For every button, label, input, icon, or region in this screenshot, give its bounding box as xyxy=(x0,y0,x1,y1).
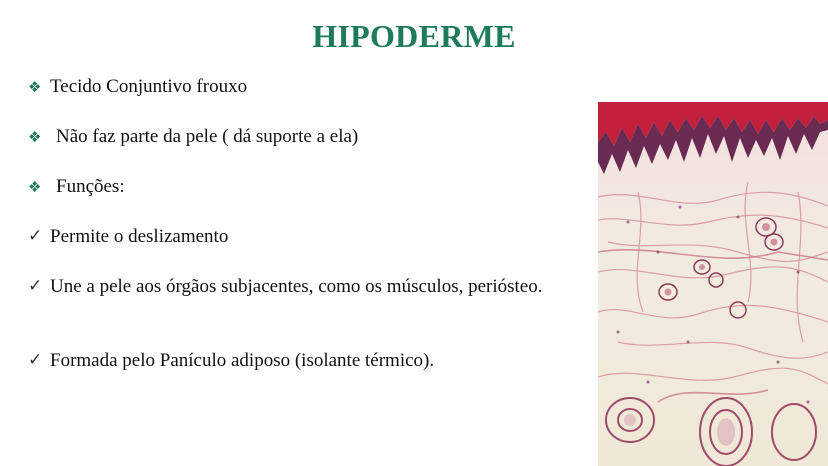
diamond-bullet-icon: ❖ xyxy=(28,78,42,96)
bullet-item xyxy=(28,224,562,249)
bullet-item xyxy=(28,124,562,149)
bullet-item xyxy=(28,74,562,99)
bullet-text: Formada pelo Panículo adiposo (isolante térmico). xyxy=(50,350,435,371)
bullet-item xyxy=(28,174,562,199)
bullet-item xyxy=(28,348,562,373)
bullet-text: Funções: xyxy=(56,176,125,197)
diamond-bullet-icon: ❖ xyxy=(28,178,42,196)
check-bullet-icon: ✓ xyxy=(28,276,43,296)
bullet-text: Não faz parte da pele ( dá suporte a ela) xyxy=(56,126,359,147)
bullet-text: Tecido Conjuntivo frouxo xyxy=(50,76,248,97)
bullet-item xyxy=(28,274,562,299)
check-bullet-icon: ✓ xyxy=(28,350,43,370)
histology-image xyxy=(598,102,828,466)
check-bullet-icon: ✓ xyxy=(28,226,43,246)
diamond-bullet-icon: ❖ xyxy=(28,128,42,146)
slide-title: HIPODERME xyxy=(312,18,516,54)
bullet-text: Une a pele aos órgãos subjacentes, como os músculos, periósteo. xyxy=(50,276,543,297)
bullet-text: Permite o deslizamento xyxy=(50,226,229,247)
